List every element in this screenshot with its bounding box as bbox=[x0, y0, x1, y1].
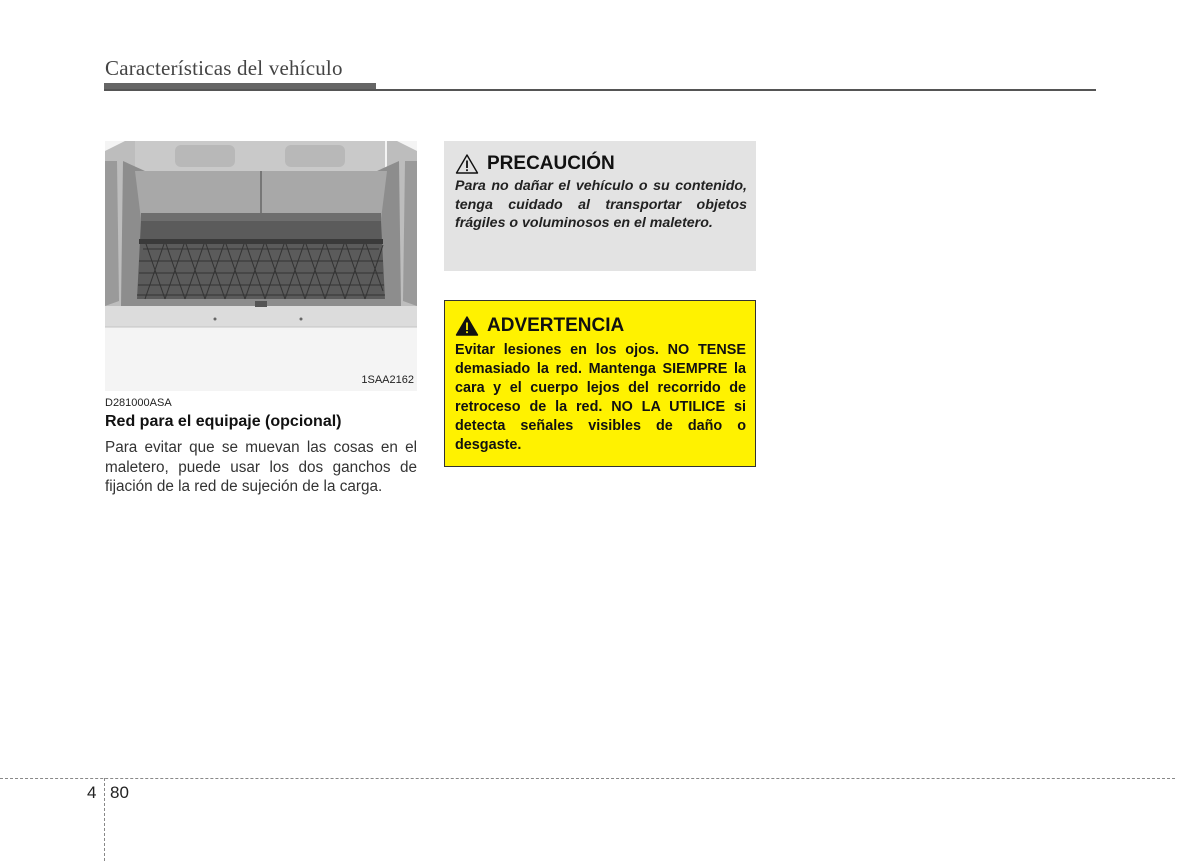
page-number: 80 bbox=[110, 783, 129, 802]
section-heading: Red para el equipaje (opcional) bbox=[105, 413, 342, 430]
warning-title-row bbox=[455, 313, 746, 339]
footer-vertical-rule bbox=[104, 778, 105, 861]
section-ref-code: D281000ASA bbox=[105, 397, 172, 409]
section-body: Para evitar que se muevan las cosas en el maletero, puede usar los dos ganchos de fijación de la red de sujeción de la carga. bbox=[105, 439, 417, 495]
trunk-figure bbox=[105, 141, 417, 391]
warning-triangle-icon bbox=[455, 315, 479, 337]
warning-text: Evitar lesiones en los ojos. NO TENSE demasiado la red. Mantenga SIEMPRE la cara y el cuerpo lejos del recorrido de retroceso de la red. NO LA UTILICE si detecta señales visibles de daño o desgaste. bbox=[455, 342, 746, 453]
caution-text: Para no dañar el vehículo o su contenido, tenga cuidado al transportar objetos frágiles o voluminosos en el maletero. bbox=[455, 178, 747, 231]
header-rule bbox=[104, 89, 1096, 91]
warning-box bbox=[444, 300, 756, 467]
caution-title: PRECAUCIÓN bbox=[487, 153, 615, 174]
car-trunk-illustration bbox=[105, 141, 417, 391]
caution-triangle-icon bbox=[455, 153, 479, 175]
figure-code: 1SAA2162 bbox=[361, 374, 414, 386]
warning-title: ADVERTENCIA bbox=[487, 315, 625, 336]
page-header-title: Características del vehículo bbox=[105, 56, 343, 80]
caution-box bbox=[444, 141, 756, 271]
chapter-number: 4 bbox=[87, 783, 97, 802]
caution-title-row bbox=[455, 151, 747, 177]
footer-rule bbox=[0, 778, 1175, 779]
